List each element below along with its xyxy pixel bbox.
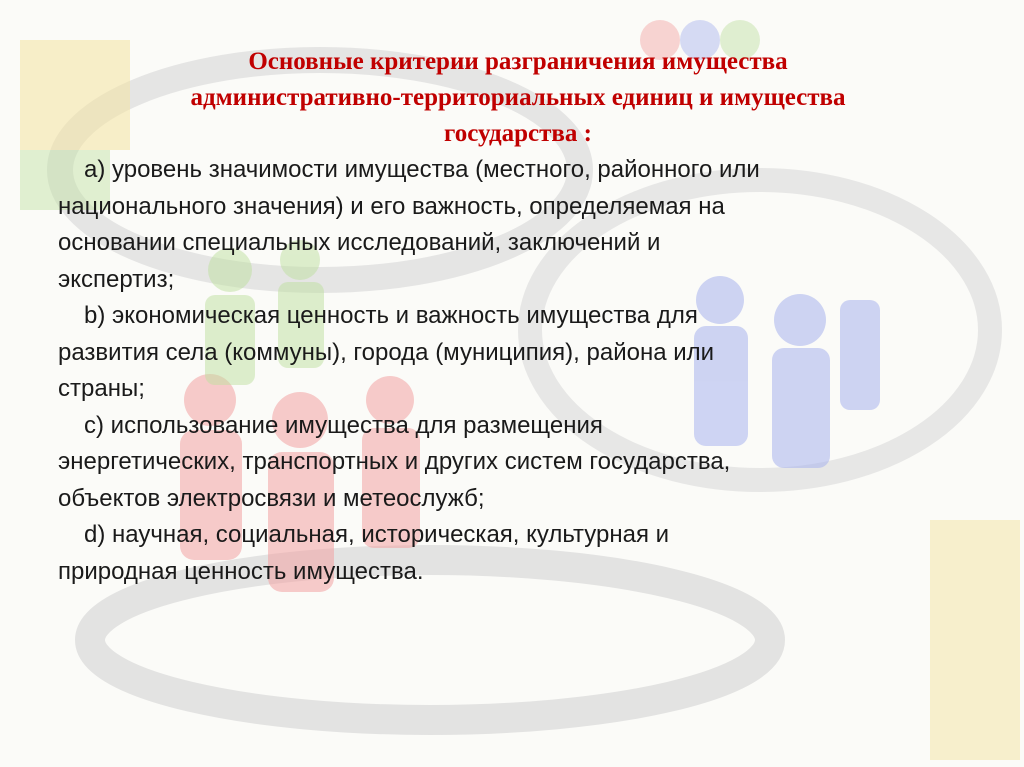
criterion-line: развития села (коммуны), города (муниципия), района или <box>58 338 715 366</box>
criterion-b <box>58 298 978 408</box>
criterion-line: объектов электросвязи и метеослужб; <box>58 484 485 512</box>
criterion-line: энергетических, транспортных и других систем государства, <box>58 448 731 475</box>
criterion-line: природная ценность имущества. <box>58 557 424 585</box>
criterion-line: национального значения) и его важность, определяемая на <box>58 192 725 220</box>
criterion-line: b) экономическая ценность и важность имущества для <box>84 302 698 329</box>
criterion-line: экспертиз; <box>58 265 175 293</box>
criterion-line: основании специальных исследований, заключений и <box>58 229 661 256</box>
criterion-line: c) использование имущества для размещения <box>84 411 603 439</box>
title-line: государства : <box>444 120 592 147</box>
criterion-line: страны; <box>58 375 145 402</box>
slide-content <box>58 44 978 590</box>
criterion-line: а) уровень значимости имущества (местного, районного или <box>84 156 760 183</box>
criterion-d <box>58 517 978 590</box>
title-line: Основные критерии разграничения имущества <box>248 48 788 75</box>
criterion-a <box>58 152 978 298</box>
criterion-line: d) научная, социальная, историческая, культурная и <box>84 521 670 548</box>
criterion-c <box>58 408 978 518</box>
slide-title <box>58 44 978 152</box>
title-line: административно-территориальных единиц и имущества <box>190 84 846 111</box>
